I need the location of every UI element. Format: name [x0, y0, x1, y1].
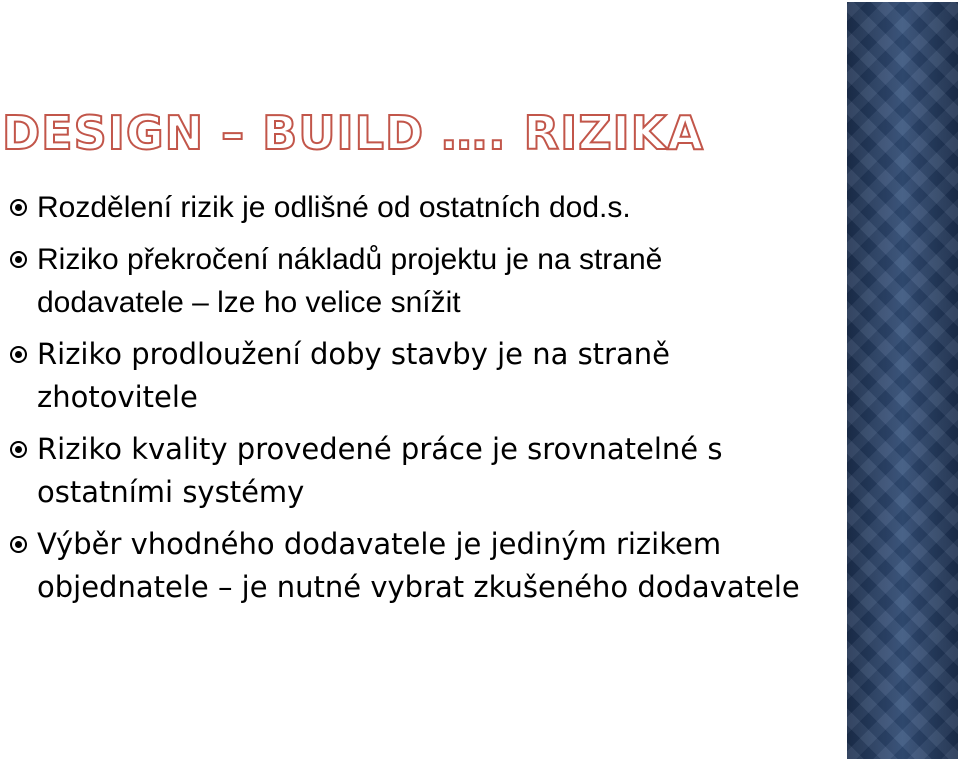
bullet-item — [8, 186, 808, 229]
bullet-text: Riziko prodloužení doby stavby je na straně zhotovitele — [37, 337, 670, 414]
circle-bullet-icon — [10, 251, 27, 268]
bullet-text: Rozdělení rizik je odlišné od ostatních dod.s. — [37, 191, 631, 224]
bullet-text: Výběr vhodného dodavatele je jediným rizikem objednatele – je nutné vybrat zkušeného dodavatele — [37, 527, 800, 604]
bullet-text: Riziko překročení nákladů projektu je na straně dodavatele – lze ho velice snížit — [37, 243, 663, 319]
bullet-item — [8, 238, 808, 324]
bullet-item — [8, 523, 808, 609]
decorative-side-panel — [847, 2, 958, 759]
circle-bullet-icon — [10, 441, 27, 458]
circle-bullet-icon — [10, 346, 27, 363]
bullet-item — [8, 428, 808, 514]
bullet-text: Riziko kvality provedené práce je srovnatelné s ostatními systémy — [37, 432, 723, 509]
bullet-list — [8, 186, 808, 618]
circle-bullet-icon — [10, 199, 27, 216]
slide-title: DESIGN – BUILD …. RIZIKA — [2, 106, 704, 160]
bullet-item — [8, 333, 808, 419]
circle-bullet-icon — [10, 536, 27, 553]
